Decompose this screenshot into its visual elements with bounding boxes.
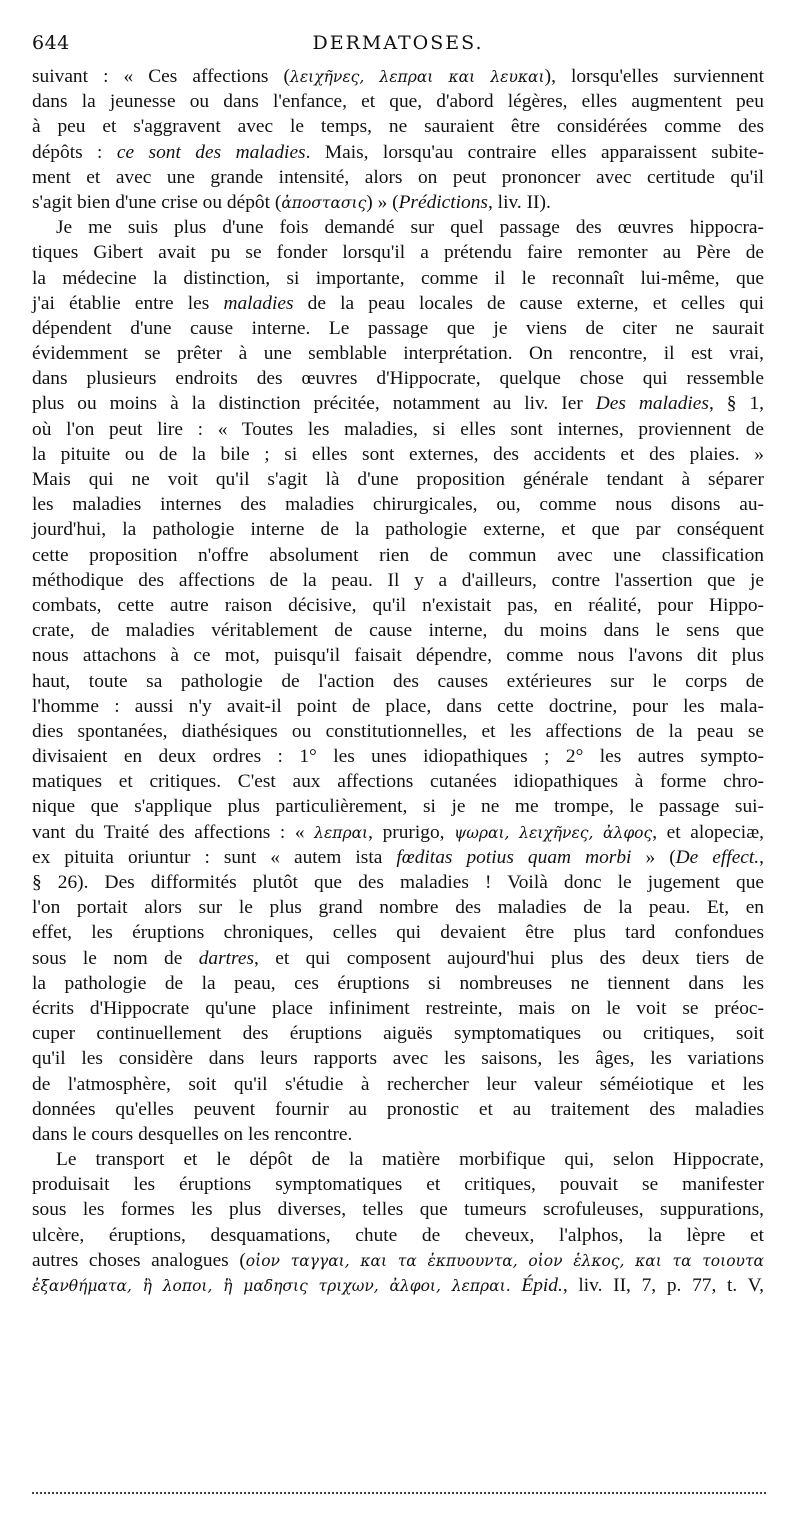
text-segment: § 26). Des difformités plutôt que des maladies ! Voilà donc le jugement que	[32, 872, 764, 893]
text-segment: cette proposition n'offre absolument rien de commun avec une classification	[32, 544, 764, 566]
text-segment: dans le cours desquelles on les rencontre.	[32, 1123, 353, 1145]
text-segment: Mais qui ne voit qu'il s'agit là d'une proposition générale tendant à séparer	[32, 469, 764, 490]
text-segment: dépôts :	[32, 141, 117, 163]
text-line	[32, 1072, 764, 1097]
text-segment: ulcère, éruptions, desquamations, chute de cheveux, l'alphos, la lèpre et	[32, 1224, 764, 1246]
text-segment: ex pituita oriuntur : sunt « autem ista	[32, 846, 397, 868]
text-segment: dans la jeunesse ou dans l'enfance, et que, d'abord légères, elles augmentent peu	[32, 91, 764, 113]
text-line	[32, 845, 764, 870]
text-segment: dies spontanées, diathésiques ou constitutionnelles, et les affections de la peau se	[32, 720, 764, 742]
text-segment: , § 1,	[708, 393, 764, 415]
text-line	[32, 417, 764, 442]
text-line	[32, 517, 764, 542]
text-line	[32, 1273, 764, 1298]
text-line	[32, 870, 764, 895]
text-line	[32, 719, 764, 744]
text-segment: » (	[631, 846, 676, 868]
text-segment: l'homme : aussi n'y avait-il point de place, dans cette doctrine, pour les mala-	[32, 695, 764, 717]
italic-text: fœditas potius quam morbi	[396, 846, 632, 868]
italic-text: ce sont des maladies	[116, 141, 306, 163]
text-line	[32, 291, 764, 316]
text-segment: nous attachons à ce mot, puisqu'il faisait dépendre, comme nous l'avons dit plus	[32, 645, 764, 667]
text-segment: , liv. II).	[487, 191, 551, 213]
text-segment: écrits d'Hippocrate qu'une place infiniment restreinte, mais on le voit se préoc-	[32, 997, 764, 1019]
text-line	[32, 946, 764, 971]
text-segment: à peu et s'aggravent avec le temps, ne sauraient être considérées comme des	[32, 116, 764, 138]
footer-rule	[32, 1492, 766, 1494]
text-line	[32, 820, 764, 845]
text-line	[32, 1122, 764, 1147]
text-line	[32, 240, 764, 265]
text-segment: produisait les éruptions symptomatiques et critiques, pouvait se manifester	[32, 1174, 764, 1196]
text-line	[32, 64, 764, 89]
text-segment: l'on portait alors sur le plus grand nombre des maladies de la peau. Et, en	[32, 897, 764, 919]
text-segment: de l'atmosphère, soit qu'il s'étudie à rechercher leur valeur séméiotique et les	[32, 1073, 764, 1095]
page-header	[32, 32, 764, 56]
text-line	[32, 114, 764, 139]
italic-text: Épid.	[521, 1275, 563, 1296]
text-line	[32, 794, 764, 819]
text-line	[32, 1248, 764, 1273]
greek-text: λειχῆνες, λεπραι και λευκαι	[290, 68, 545, 86]
text-line	[32, 769, 764, 794]
text-line	[32, 669, 764, 694]
text-segment: j'ai établie entre les	[32, 292, 224, 314]
text-segment: matiques et critiques. C'est aux affections cutanées idiopathiques à forme chro-	[32, 771, 764, 793]
text-line	[32, 971, 764, 996]
text-segment: dépendent d'une cause interne. Le passage que je viens de citer ne saurait	[32, 317, 764, 339]
text-line	[32, 568, 764, 593]
text-segment: où l'on peut lire : « Toutes les maladies, si elles sont internes, proviennent de	[32, 418, 764, 440]
text-segment: Le transport et le dépôt de la matière morbifique qui, selon Hippocrate,	[56, 1149, 764, 1171]
greek-text: ψωραι, λειχῆνες, ἀλφος	[454, 823, 653, 842]
text-segment: s'agit bien d'une crise ou dépôt (	[32, 191, 282, 213]
text-line	[32, 1172, 764, 1197]
text-segment: méthodique des affections de la peau. Il y a d'ailleurs, contre l'assertion que je	[32, 569, 764, 591]
text-segment: , et alopeciæ,	[652, 821, 764, 843]
italic-text: De effect.	[675, 846, 760, 868]
text-segment: . Mais, lorsqu'au contraire elles apparaissent subite-	[305, 141, 764, 163]
text-segment: haut, toute sa pathologie de l'action des causes extérieures sur le corps de	[32, 670, 764, 692]
text-line	[32, 140, 764, 165]
text-line	[32, 1223, 764, 1248]
text-segment: jourd'hui, la pathologie interne de la pathologie externe, et que par conséquent	[32, 519, 764, 541]
italic-text: Des maladies	[595, 393, 709, 415]
text-segment: données qu'elles peuvent fournir au pronostic et au traitement des maladies	[32, 1098, 764, 1120]
text-segment: vant du Traité des affections : «	[32, 821, 315, 843]
text-line	[32, 341, 764, 366]
greek-text: λεπραι	[314, 823, 369, 842]
text-segment: ment et avec une grande intensité, alors on peut prononcer avec certitude qu'il	[32, 166, 764, 188]
greek-text: ἐξανθήματα, ἢ λοποι, ἢ μαδησις τριχων, ἀλφοι, λεπραι.	[32, 1277, 511, 1295]
text-segment: ), lorsqu'elles surviennent	[544, 66, 764, 87]
text-segment: qu'il les considère dans leurs rapports avec les saisons, les âges, les variations	[32, 1048, 764, 1070]
text-line	[32, 89, 764, 114]
italic-text: Prédictions	[398, 191, 488, 213]
text-line	[32, 618, 764, 643]
text-segment: plus ou moins à la distinction précitée, notamment au liv. Ier	[32, 393, 596, 415]
text-line	[32, 215, 764, 240]
text-line	[32, 1197, 764, 1222]
text-segment: ,	[759, 846, 764, 868]
text-line	[32, 593, 764, 618]
page-number: 644	[32, 32, 70, 54]
text-segment: la pathologie de la peau, ces éruptions si nombreuses ne tiennent dans les	[32, 972, 764, 994]
text-segment: tiques Gibert avait pu se fonder lorsqu'il a prétendu faire remonter au Père de	[32, 242, 764, 264]
text-line	[32, 391, 764, 416]
text-segment: nique que s'applique plus particulièrement, si je ne me trompe, le passage sui-	[32, 796, 764, 818]
text-line	[32, 442, 764, 467]
text-line	[32, 1021, 764, 1046]
text-line	[32, 165, 764, 190]
text-segment: , liv. II, 7, p. 77, t. V,	[562, 1275, 764, 1296]
text-line	[32, 1147, 764, 1172]
text-segment: combats, cette autre raison décisive, qu'il n'existait pas, en réalité, pour Hippo-	[32, 594, 764, 616]
text-segment: sous les formes les plus diverses, telles que tumeurs scrofuleuses, suppurations,	[32, 1199, 764, 1221]
text-line	[32, 366, 764, 391]
text-line	[32, 920, 764, 945]
text-line	[32, 895, 764, 920]
text-segment: cuper continuellement des éruptions aiguës symptomatiques ou critiques, soit	[32, 1023, 764, 1045]
text-segment: évidemment se prêter à une semblable interprétation. On rencontre, il est vrai,	[32, 343, 764, 365]
text-line	[32, 316, 764, 341]
text-line	[32, 996, 764, 1021]
text-segment	[511, 1275, 522, 1296]
text-line	[32, 1097, 764, 1122]
text-segment: , prurigo,	[368, 821, 455, 843]
text-segment: les maladies internes des maladies chirurgicales, ou, comme nous disons au-	[32, 494, 764, 516]
text-segment: dans plusieurs endroits des œuvres d'Hippocrate, quelque chose qui ressemble	[32, 368, 764, 390]
text-line	[32, 543, 764, 568]
body-text	[32, 64, 764, 1298]
text-segment: de la peau locales de cause externe, et celles qui	[293, 292, 764, 314]
text-line	[32, 190, 764, 215]
text-line	[32, 492, 764, 517]
text-segment: effet, les éruptions chroniques, celles qui devaient être plus tard confondues	[32, 922, 764, 944]
text-segment: crate, de maladies véritablement de cause interne, du moins dans le sens que	[32, 620, 764, 642]
text-segment: ) » (	[366, 191, 399, 213]
text-segment: suivant : « Ces affections (	[32, 66, 290, 87]
text-segment: la médecine la distinction, si importante, comme il le reconnaît lui-même, que	[32, 267, 764, 289]
running-head: DERMATOSES.	[312, 32, 484, 54]
text-line	[32, 694, 764, 719]
text-segment: , et qui composent aujourd'hui plus des deux tiers de	[254, 947, 764, 969]
text-line	[32, 744, 764, 769]
greek-text: ἀποστασις	[281, 193, 367, 212]
text-line	[32, 266, 764, 291]
text-line	[32, 1046, 764, 1071]
text-segment: sous le nom de	[32, 947, 199, 969]
text-segment: divisaient en deux ordres : 1° les unes idiopathiques ; 2° les autres sympto-	[32, 746, 764, 768]
text-segment: autres choses analogues (	[32, 1249, 246, 1271]
italic-text: maladies	[223, 292, 294, 314]
italic-text: dartres	[198, 947, 255, 969]
text-segment: la pituite ou de la bile ; si elles sont externes, des accidents et des plaies. »	[32, 443, 764, 465]
text-line	[32, 643, 764, 668]
greek-text: οἰον ταγγαι, και τα ἐκπυουντα, οἰον ἑλκος, και τα τοιουτα	[245, 1251, 764, 1270]
text-segment: Je me suis plus d'une fois demandé sur quel passage des œuvres hippocra-	[56, 217, 764, 239]
text-line	[32, 467, 764, 492]
